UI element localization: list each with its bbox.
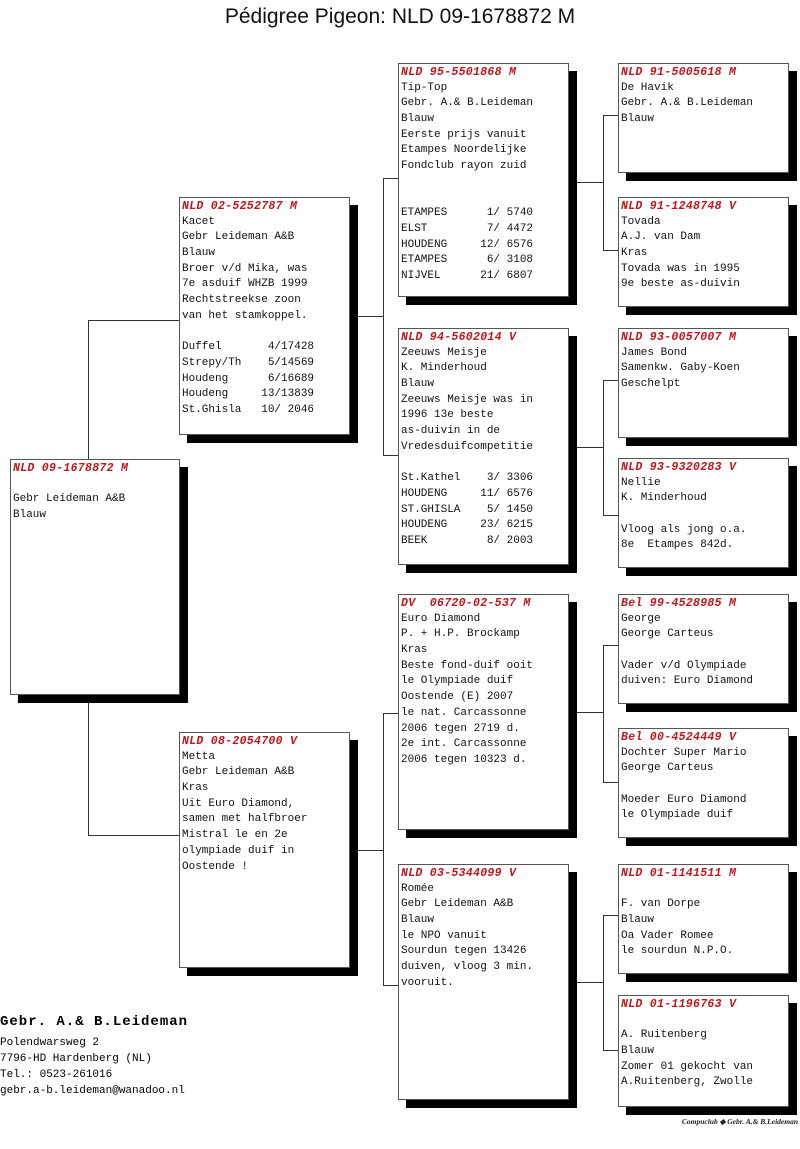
- pigeon-info-line: Vredesduifcompetitie: [401, 440, 534, 453]
- pigeon-info-line: duiven, vloog 3 min.: [401, 961, 534, 974]
- pigeon-info-line: ELST 7/ 4472: [401, 222, 534, 235]
- pigeon-card-subject: [10, 459, 180, 695]
- pigeon-info-line: [621, 507, 788, 523]
- connector: [603, 115, 604, 250]
- pigeon-info-line: HOUDENG 11/ 6576: [401, 487, 534, 500]
- ring-number: NLD 93-9320283 V: [621, 461, 737, 474]
- pigeon-info-line: Blauw: [621, 1045, 655, 1058]
- pigeon-info-line: George Carteus: [621, 628, 714, 641]
- pigeon-info-line: Zeeuws Meisje: [401, 346, 487, 359]
- pigeon-info-line: le sourdun N.P.O.: [621, 945, 734, 958]
- pigeon-info-line: Beste fond-duif ooit: [401, 659, 534, 672]
- connector: [358, 850, 383, 851]
- ring-number: NLD 94-5602014 V: [401, 331, 517, 344]
- pigeon-card-sire-sire: [398, 63, 569, 297]
- pigeon-info-line: [621, 643, 788, 659]
- connector: [603, 380, 604, 515]
- pigeon-info-line: [621, 1013, 788, 1029]
- pigeon-info-line: Gebr Leideman A&B: [401, 898, 514, 911]
- pigeon-info-line: Oa Vader Romee: [621, 929, 714, 942]
- pigeon-info-line: Houdeng 6/16689: [182, 372, 315, 385]
- ring-number: NLD 08-2054700 V: [182, 735, 298, 748]
- pigeon-info-line: van het stamkoppel.: [182, 309, 308, 322]
- connector: [383, 455, 398, 456]
- pigeon-info-line: A. Ruitenberg: [621, 1029, 707, 1042]
- connector: [603, 250, 618, 251]
- pigeon-info-line: Blauw: [401, 378, 435, 391]
- pigeon-info-line: [621, 777, 788, 793]
- ring-number: NLD 93-0057007 M: [621, 331, 737, 344]
- connector: [383, 985, 398, 986]
- pigeon-info-line: Gebr. A.& B.Leideman: [401, 97, 534, 110]
- pigeon-info-line: Fondclub rayon zuid: [401, 160, 527, 173]
- pigeon-info-line: St.Kathel 3/ 3306: [401, 472, 534, 485]
- pigeon-info-line: [401, 191, 568, 207]
- pigeon-info-line: Oostende !: [182, 860, 249, 873]
- pigeon-info-line: 2006 tegen 10323 d.: [401, 753, 527, 766]
- pigeon-info-line: Zeeuws Meisje was in: [401, 393, 534, 406]
- connector: [358, 316, 383, 317]
- pigeon-card-sire: [179, 197, 350, 435]
- pigeon-card-dam-sire-sire: [618, 594, 789, 704]
- pigeon-info-line: 7e asduif WHZB 1999: [182, 278, 308, 291]
- connector: [603, 380, 618, 381]
- pigeon-info-line: Blauw: [621, 914, 655, 927]
- connector: [577, 982, 603, 983]
- pigeon-info-line: le Olympiade duif: [621, 809, 734, 822]
- pigeon-info-line: samen met halfbroer: [182, 813, 308, 826]
- pigeon-info-line: Zomer 01 gekocht van: [621, 1060, 754, 1073]
- pigeon-info-line: Etampes Noordelijke: [401, 144, 527, 157]
- pigeon-info-line: Blauw: [401, 914, 435, 927]
- connector: [603, 915, 618, 916]
- owner-email[interactable]: gebr.a-b.leideman@wanadoo.nl: [0, 1085, 185, 1097]
- pigeon-card-sire-dam-sire: [618, 328, 789, 438]
- owner-name: Gebr. A.& B.Leideman: [0, 1014, 189, 1030]
- ring-number: DV 06720-02-537 M: [401, 597, 531, 610]
- pigeon-info-line: ST.GHISLA 5/ 1450: [401, 503, 534, 516]
- pigeon-info-line: De Havik: [621, 81, 674, 94]
- pigeon-info-line: 1996 13e beste: [401, 409, 494, 422]
- pigeon-info-line: Sourdun tegen 13426: [401, 945, 527, 958]
- pigeon-info-line: Oostende (E) 2007: [401, 691, 514, 704]
- connector: [603, 645, 604, 782]
- pigeon-info-line: Blauw: [401, 113, 435, 126]
- pigeon-info-line: 2e int. Carcassonne: [401, 738, 527, 751]
- owner-address: Polendwarsweg 2: [0, 1037, 100, 1049]
- pigeon-info-line: A.Ruitenberg, Zwolle: [621, 1076, 754, 1089]
- pigeon-card-dam-sire-dam: [618, 728, 789, 838]
- ring-number: NLD 09-1678872 M: [13, 462, 129, 475]
- pigeon-info-line: Broer v/d Mika, was: [182, 262, 308, 275]
- ring-number: NLD 91-5005618 M: [621, 66, 737, 79]
- pigeon-info-line: [401, 175, 568, 191]
- connector: [88, 320, 179, 321]
- pigeon-info-line: Blauw: [182, 247, 216, 260]
- connector: [383, 713, 398, 714]
- pigeon-info-line: duiven: Euro Diamond: [621, 675, 754, 688]
- pigeon-info-line: James Bond: [621, 346, 688, 359]
- pigeon-info-line: 2006 tegen 2719 d.: [401, 722, 520, 735]
- pigeon-info-line: ETAMPES 6/ 3108: [401, 254, 534, 267]
- ring-number: NLD 95-5501868 M: [401, 66, 517, 79]
- pigeon-info-line: BEEK 8/ 2003: [401, 534, 534, 547]
- pigeon-info-line: Duffel 4/17428: [182, 341, 315, 354]
- ring-number: NLD 01-1196763 V: [621, 998, 737, 1011]
- pigeon-info-line: Romée: [401, 882, 435, 895]
- pigeon-info-line: George Carteus: [621, 762, 714, 775]
- pigeon-info-line: Gebr Leideman A&B: [182, 231, 295, 244]
- software-credit: Compuclub ◆ Gebr. A.& B.Leideman: [681, 1117, 798, 1126]
- pigeon-info-line: Tip-Top: [401, 81, 448, 94]
- pigeon-card-sire-sire-sire: [618, 63, 789, 173]
- connector: [88, 320, 89, 459]
- connector: [383, 178, 398, 179]
- pigeon-info-line: ETAMPES 1/ 5740: [401, 207, 534, 220]
- pigeon-info-line: NIJVEL 21/ 6807: [401, 269, 534, 282]
- pigeon-info-line: K. Minderhoud: [621, 492, 707, 505]
- page-title: Pédigree Pigeon: NLD 09-1678872 M: [224, 5, 576, 28]
- owner-city: 7796-HD Hardenberg (NL): [0, 1053, 152, 1065]
- ring-number: Bel 99-4528985 M: [621, 597, 737, 610]
- connector: [603, 1050, 618, 1051]
- pigeon-info-line: Kras: [401, 644, 428, 657]
- pigeon-info-line: Uit Euro Diamond,: [182, 797, 295, 810]
- owner-phone: Tel.: 0523-261016: [0, 1069, 113, 1081]
- pigeon-card-sire-dam: [398, 328, 569, 565]
- pigeon-info-line: Gebr. A.& B.Leideman: [621, 97, 754, 110]
- pigeon-card-sire-sire-dam: [618, 197, 789, 307]
- pigeon-info-line: A.J. van Dam: [621, 231, 701, 244]
- connector: [603, 115, 618, 116]
- pigeon-info-line: Nellie: [621, 476, 661, 489]
- pigeon-info-line: F. van Dorpe: [621, 898, 701, 911]
- pigeon-info-line: P. + H.P. Brockamp: [401, 628, 520, 641]
- ring-number: NLD 03-5344099 V: [401, 867, 517, 880]
- ring-number: NLD 01-1141511 M: [621, 867, 737, 880]
- pigeon-info-line: Tovada was in 1995: [621, 262, 740, 275]
- connector: [603, 782, 618, 783]
- pigeon-info-line: vooruit.: [401, 976, 454, 989]
- pigeon-info-line: Dochter Super Mario: [621, 746, 747, 759]
- pigeon-info-line: Houdeng 13/13839: [182, 388, 315, 401]
- pigeon-card-dam-sire: [398, 594, 569, 830]
- pigeon-card-sire-dam-dam: [618, 458, 789, 568]
- pigeon-info-line: olympiade duif in: [182, 844, 295, 857]
- pigeon-info-line: Samenkw. Gaby-Koen: [621, 362, 740, 375]
- pigeon-info-line: Tovada: [621, 215, 661, 228]
- pigeon-card-dam-dam-sire: [618, 864, 789, 974]
- pigeon-info-line: Rechtstreekse zoon: [182, 294, 301, 307]
- pigeon-info-line: Kacet: [182, 215, 216, 228]
- pigeon-info-line: Blauw: [621, 113, 655, 126]
- pigeon-info-line: as-duivin in de: [401, 425, 501, 438]
- pigeon-info-line: Strepy/Th 5/14569: [182, 356, 315, 369]
- pigeon-info-line: Kras: [621, 247, 648, 260]
- pigeon-info-line: Eerste prijs vanuit: [401, 128, 527, 141]
- pigeon-info-line: Mistral le en 2e: [182, 829, 288, 842]
- connector: [383, 713, 384, 985]
- pigeon-info-line: Gebr Leideman A&B: [13, 493, 126, 506]
- pigeon-info-line: K. Minderhoud: [401, 362, 487, 375]
- connector: [577, 712, 603, 713]
- pigeon-info-line: [621, 882, 788, 898]
- connector: [577, 447, 603, 448]
- pigeon-info-line: Geschelpt: [621, 378, 681, 391]
- pigeon-info-line: le nat. Carcassonne: [401, 706, 527, 719]
- pigeon-info-line: HOUDENG 12/ 6576: [401, 238, 534, 251]
- pigeon-info-line: 8e Etampes 842d.: [621, 539, 734, 552]
- ring-number: NLD 91-1248748 V: [621, 200, 737, 213]
- pigeon-info-line: Euro Diamond: [401, 612, 481, 625]
- pigeon-info-line: le NPO vanuit: [401, 929, 487, 942]
- connector: [603, 915, 604, 1050]
- pigeon-info-line: Vader v/d Olympiade: [621, 659, 747, 672]
- pigeon-info-line: Kras: [182, 782, 209, 795]
- pigeon-info-line: HOUDENG 23/ 6215: [401, 519, 534, 532]
- ring-number: NLD 02-5252787 M: [182, 200, 298, 213]
- connector: [603, 515, 618, 516]
- connector: [88, 835, 179, 836]
- ring-number: Bel 00-4524449 V: [621, 731, 737, 744]
- pigeon-info-line: [182, 325, 349, 341]
- pigeon-info-line: 9e beste as-duivin: [621, 278, 740, 291]
- pigeon-info-line: Blauw: [13, 509, 47, 522]
- pigeon-card-dam-dam-dam: [618, 995, 789, 1107]
- pigeon-info-line: Moeder Euro Diamond: [621, 793, 747, 806]
- pigeon-info-line: [401, 456, 568, 472]
- pigeon-info-line: George: [621, 612, 661, 625]
- pigeon-info-line: Vloog als jong o.a.: [621, 523, 747, 536]
- connector: [603, 645, 618, 646]
- connector: [383, 178, 384, 455]
- pigeon-info-line: St.Ghisla 10/ 2046: [182, 403, 315, 416]
- pigeon-info-line: le Olympiade duif: [401, 675, 514, 688]
- pigeon-info-line: Gebr Leideman A&B: [182, 766, 295, 779]
- connector: [88, 703, 89, 835]
- pigeon-info-line: Metta: [182, 750, 216, 763]
- pigeon-card-dam: [179, 732, 350, 968]
- pigeon-card-dam-dam: [398, 864, 569, 1100]
- connector: [577, 182, 603, 183]
- pigeon-info-line: [13, 477, 179, 493]
